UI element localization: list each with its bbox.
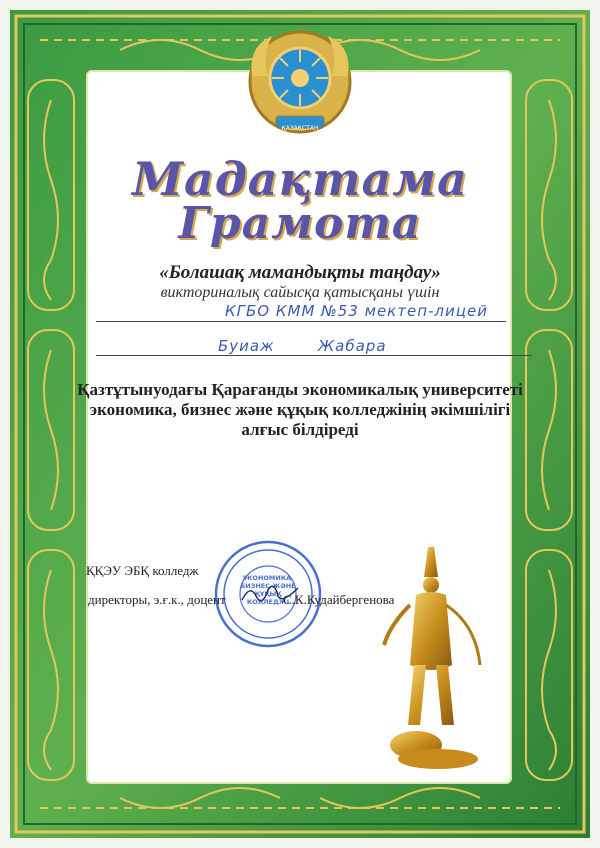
participation-text: викториналық сайысқа қатысқаны үшін — [160, 284, 440, 301]
organization-text — [60, 380, 540, 440]
fill-line-school — [96, 321, 506, 322]
signature-title: директоры, э.ғ.к., доцент — [88, 592, 226, 607]
handwritten-signature-icon — [240, 582, 300, 608]
handwritten-last-name: Жабара — [318, 337, 387, 355]
handwritten-first-name: Буиаж — [218, 337, 275, 355]
golden-statue-icon — [376, 545, 486, 775]
signatory-name: С.К.Кудайбергенова — [283, 592, 395, 607]
org-line-1: Қазтұтынуодағы Қарағанды экономикалық университеті — [77, 380, 523, 399]
stamp-label: ЭКОНОМИКА, БИЗНЕС ЖӘНЕ ҚҰҚЫҚ КОЛЛЕДЖІ — [240, 574, 296, 606]
fill-line-name — [96, 355, 532, 356]
handwritten-school: КГБО КММ №53 мектеп-лицей — [225, 302, 488, 320]
emblem-label: ҚАЗАҚСТАН — [281, 125, 319, 132]
title-russian: Грамота — [178, 198, 422, 249]
contest-name: «Болашақ мамандықты таңдау» — [159, 262, 441, 283]
state-emblem-icon — [244, 26, 356, 138]
org-line-2: экономика, бизнес және құқық колледжінің әкімшілігі — [89, 400, 511, 419]
title-kazakh: Мадақтама — [132, 152, 468, 206]
org-line-3: алғыс білдіреді — [241, 420, 359, 439]
signature-org: ҚҚЭУ ЭБҚ колледж — [86, 563, 199, 578]
